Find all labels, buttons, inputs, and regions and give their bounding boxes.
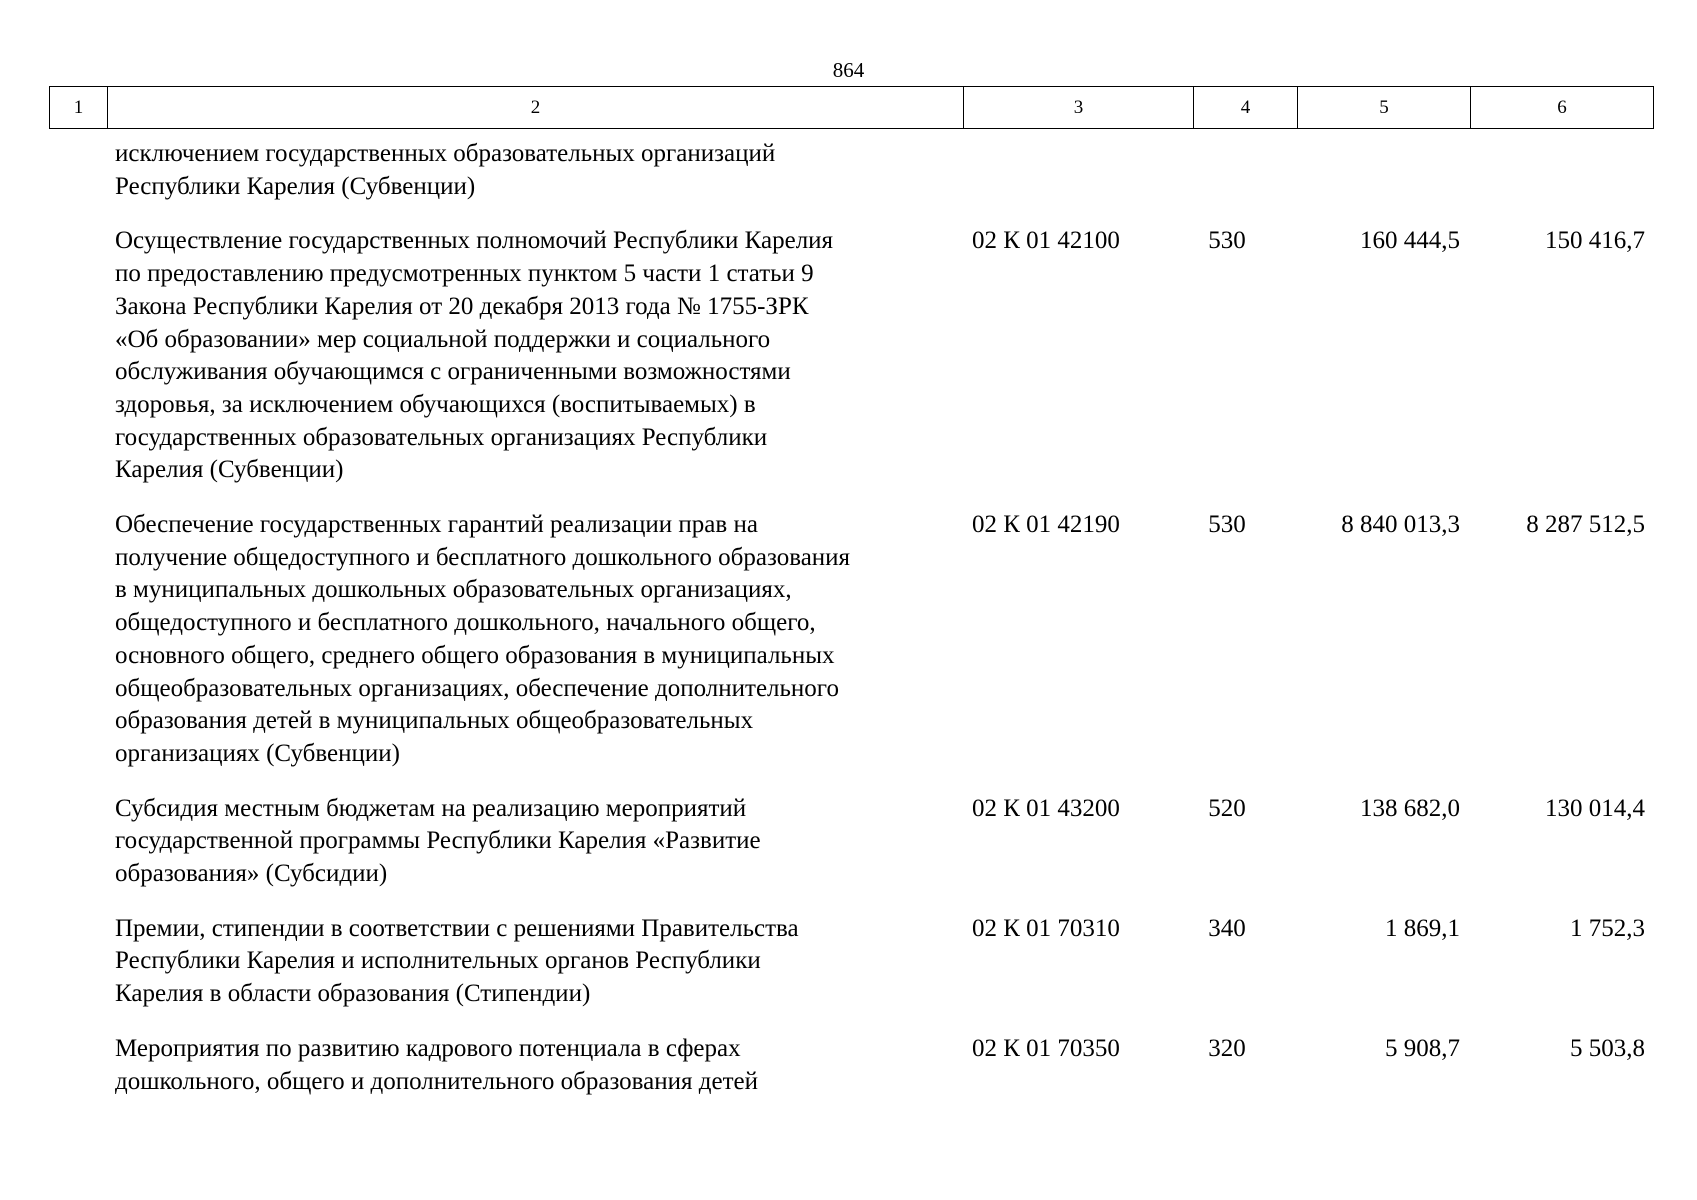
row-code: 02 К 01 70350 bbox=[972, 1034, 1120, 1062]
row-description: Осуществление государственных полномочий Республики Карелия по предоставлению предусмотренных пунктом 5 части 1 статьи 9 Закона Республики Карелия от 20 декабря 2013 года № 1755-ЗРК «Об образовании» мер социальной поддержки и социального обслуживания обучающимся с ограниченными возможностями здоровья, за исключением обучающихся (воспитываемых) в государственных образовательных организациях Республики Карелия (Субвенции) bbox=[115, 227, 834, 484]
row-type: 530 bbox=[1208, 511, 1246, 539]
row-value-2: 150 416,7 bbox=[1545, 227, 1645, 255]
table-body bbox=[0, 138, 1697, 1120]
table-row bbox=[0, 913, 1697, 1011]
row-type: 530 bbox=[1208, 227, 1246, 255]
row-type: 320 bbox=[1208, 1034, 1246, 1062]
row-description: Субсидия местным бюджетам на реализацию мероприятий государственной программы Республики Карелия «Развитие образования» (Субсидии) bbox=[115, 794, 761, 888]
row-value-2: 1 752,3 bbox=[1570, 914, 1645, 942]
row-description: Обеспечение государственных гарантий реализации прав на получение общедоступного и бесплатного дошкольного образования в муниципальных дошкольных образовательных организациях, общедоступного и бесплатного дошкольного, начального общего, основного общего, среднего общего образования в муниципальных общеобразовательных организациях, обеспечение дополнительного образования детей в муниципальных общеобразовательных организациях (Субвенции) bbox=[115, 511, 851, 767]
row-value-2: 130 014,4 bbox=[1545, 794, 1645, 822]
header-col-5: 5 bbox=[1298, 87, 1471, 129]
table-row bbox=[0, 225, 1697, 487]
table-row bbox=[0, 793, 1697, 891]
row-description: исключением государственных образовательных организаций Республики Карелия (Субвенции) bbox=[115, 140, 776, 200]
header-col-6: 6 bbox=[1471, 87, 1654, 129]
header-col-3: 3 bbox=[964, 87, 1194, 129]
row-value-1: 5 908,7 bbox=[1385, 1034, 1460, 1062]
row-code: 02 К 01 70310 bbox=[972, 914, 1120, 942]
header-col-4: 4 bbox=[1194, 87, 1298, 129]
row-description: Мероприятия по развитию кадрового потенциала в сферах дошкольного, общего и дополнительного образования детей bbox=[115, 1034, 758, 1095]
row-description: Премии, стипендии в соответствии с решениями Правительства Республики Карелия и исполнительных органов Республики Карелия в области образования (Стипендии) bbox=[115, 914, 799, 1008]
row-code: 02 К 01 43200 bbox=[972, 794, 1120, 822]
table-row bbox=[0, 509, 1697, 771]
row-code: 02 К 01 42100 bbox=[972, 227, 1120, 255]
table-header bbox=[49, 86, 1654, 129]
row-value-1: 1 869,1 bbox=[1385, 914, 1460, 942]
row-value-2: 8 287 512,5 bbox=[1526, 511, 1645, 539]
row-value-1: 8 840 013,3 bbox=[1341, 511, 1460, 539]
header-col-1: 1 bbox=[50, 87, 108, 129]
table-row bbox=[0, 138, 1697, 203]
row-type: 340 bbox=[1208, 914, 1246, 942]
header-col-2: 2 bbox=[108, 87, 964, 129]
row-value-1: 138 682,0 bbox=[1360, 794, 1460, 822]
row-type: 520 bbox=[1208, 794, 1246, 822]
page-number: 864 bbox=[832, 58, 865, 82]
row-value-2: 5 503,8 bbox=[1570, 1034, 1645, 1062]
table-row bbox=[0, 1033, 1697, 1098]
row-code: 02 К 01 42190 bbox=[972, 511, 1120, 539]
row-value-1: 160 444,5 bbox=[1360, 227, 1460, 255]
header-row bbox=[50, 87, 1654, 129]
